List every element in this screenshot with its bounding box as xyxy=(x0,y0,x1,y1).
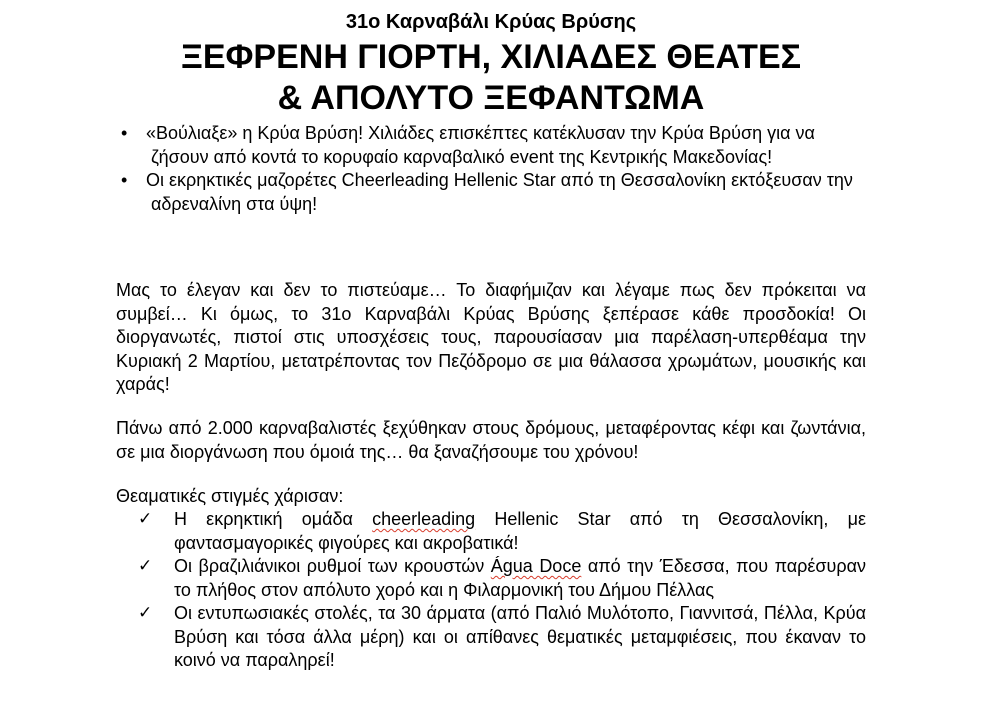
checkmark-icon: ✓ xyxy=(138,556,153,576)
body-paragraph-2: Πάνω από 2.000 καρναβαλιστές ξεχύθηκαν στους δρόμους, μεταφέροντας κέφι και ζωντάνια, σε μια διοργάνωση που όμοιά της… θα ξαναζήσουμε του χρόνου! xyxy=(116,418,866,462)
bullet-item xyxy=(118,122,866,169)
checklist-text-start: Η εκρηκτική ομάδα xyxy=(174,509,373,529)
checklist-text xyxy=(174,602,866,673)
checklist-item xyxy=(138,602,866,673)
bullet-icon: • xyxy=(121,170,128,190)
bullet-text: «Βούλιαξε» η Κρύα Βρύση! Χιλιάδες επισκέπτες κατέκλυσαν την Κρύα Βρύση για να ζήσουν από κοντά το κορυφαίο καρναβαλικό event της Κεντρικής Μακεδονίας! xyxy=(146,123,815,167)
headline-line-1: ΞΕΦΡΕΝΗ ΓΙΟΡΤΗ, ΧΙΛΙΑΔΕΣ ΘΕΑΤΕΣ xyxy=(180,38,802,76)
document-subtitle: 31ο Καρναβάλι Κρύας Βρύσης xyxy=(345,11,637,33)
checklist-item xyxy=(138,508,866,555)
spellcheck-flagged-word: Água Doce xyxy=(490,556,582,576)
checklist-text-end: από την Έδεσσα, που παρέσυραν το πλήθος στον απόλυτο χορό και η Φιλαρμονική του Δήμου Πέλλας xyxy=(174,556,867,600)
spellcheck-flagged-word: cheerleading xyxy=(372,509,476,529)
checkmark-icon: ✓ xyxy=(138,603,153,623)
headline-line-2: & ΑΠΟΛΥΤΟ ΞΕΦΑΝΤΩΜΑ xyxy=(277,79,705,117)
checklist-text-end: Hellenic Star από τη Θεσσαλονίκη, με φαντασμαγορικές φιγούρες και ακροβατικά! xyxy=(174,509,866,553)
checkmark-icon: ✓ xyxy=(138,509,153,529)
highlights-bullet-list xyxy=(118,122,866,216)
checklist-text-start: Οι βραζιλιάνικοι ρυθμοί των κρουστών xyxy=(174,556,491,576)
bullet-icon: • xyxy=(121,123,128,143)
bullet-text: Οι εκρηκτικές μαζορέτες Cheerleading Hellenic Star από τη Θεσσαλονίκη εκτόξευσαν την αδρεναλίνη στα ύψη! xyxy=(146,170,853,214)
checklist-text xyxy=(174,555,866,602)
checklist-text xyxy=(174,508,866,555)
bullet-item xyxy=(118,169,866,216)
moments-checklist xyxy=(138,508,866,673)
checklist-text-start: Οι εντυπωσιακές στολές, τα 30 άρματα (από Παλιό Μυλότοπο, Γιαννιτσά, Πέλλα, Κρύα Βρύση και τόσα άλλα μέρη) και οι απίθανες θεματικές μεταμφιέσεις, που έκαναν το κοινό να παραληρεί! xyxy=(174,603,866,670)
checklist-item xyxy=(138,555,866,602)
body-paragraph-3: Θεαματικές στιγμές χάρισαν: xyxy=(116,486,344,506)
body-paragraph-1: Μας το έλεγαν και δεν το πιστεύαμε… Το διαφήμιζαν και λέγαμε πως δεν πρόκειται να συμβεί… Κι όμως, το 31ο Καρναβάλι Κρύας Βρύσης ξεπέρασε κάθε προσδοκία! Οι διοργανωτές, πιστοί στις υποσχέσεις τους, παρουσίασαν μια παρέλαση-υπερθέαμα την Κυριακή 2 Μαρτίου, μετατρέποντας τον Πεζόδρομο σε μια θάλασσα χρωμάτων, μουσικής και χαράς! xyxy=(116,280,866,394)
